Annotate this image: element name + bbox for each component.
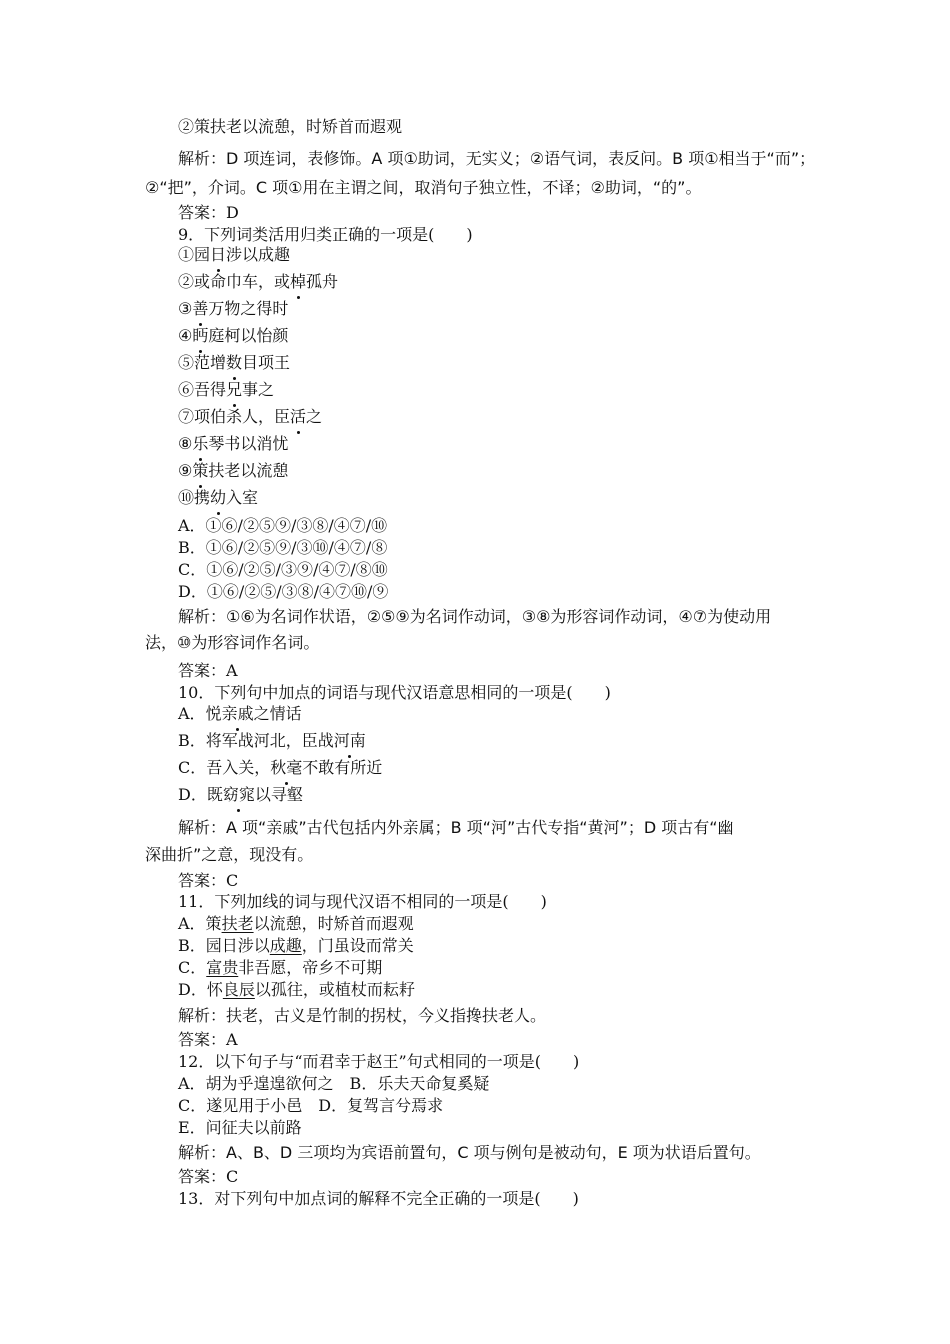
q11-option-a: A．策扶老以流憩，时矫首而遐观: [178, 914, 414, 933]
q10-option-d: D．既窈窕以寻壑: [178, 785, 303, 804]
underlined-word: 成趣: [269, 936, 302, 955]
q10-option-c: C．吾入关，秋毫不敢有所近: [178, 758, 383, 777]
emphasis-dot-word: 河南: [333, 731, 366, 750]
emphasis-dot-word: 日: [210, 245, 227, 264]
q8-answer: 答案：D: [178, 203, 239, 222]
emphasis-dot-word: 数: [226, 353, 243, 372]
emphasis-dot-word: 幼: [210, 488, 227, 507]
q9-item-3: ③善万物之得时: [178, 299, 289, 318]
q13-question: 13．对下列句中加点词的解释不完全正确的一项是( ): [178, 1189, 579, 1208]
q10-question: 10．下列句中加点的词语与现代汉语意思相同的一项是( ): [178, 683, 611, 702]
emphasis-dot-word: 亲戚: [221, 704, 254, 723]
q11-question: 11．下列加线的词与现代汉语不相同的一项是( ): [178, 892, 547, 911]
q10-option-b: B．将军战河北，臣战河南: [178, 731, 366, 750]
emphasis-dot-word: 秋毫: [270, 758, 303, 777]
q9-item-6: ⑥吾得兄事之: [178, 380, 275, 399]
q9-option-b: B．①⑥/②⑤⑨/③⑩/④⑦/⑧: [178, 538, 388, 557]
q10-analysis: 解析：A 项“亲戚”古代包括内外亲属；B 项“河”古代专指“黄河”；D 项古有“幽: [178, 818, 734, 837]
q9-item-1: ①园日涉以成趣: [178, 245, 291, 264]
q9-option-c: C．①⑥/②⑤/③⑨/④⑦/⑧⑩: [178, 560, 388, 579]
q12-analysis: 解析：A、B、D 三项均为宾语前置句，C 项与例句是被动句，E 项为状语后置句。: [178, 1143, 761, 1162]
q9-item-2: ②或命巾车，或棹孤舟: [178, 272, 339, 291]
q10-analysis-cont: 深曲折”之意，现没有。: [145, 845, 314, 864]
q9-item-7: ⑦项伯杀人，臣活之: [178, 407, 323, 426]
q9-item-9: ⑨策扶老以流憩: [178, 461, 289, 480]
emphasis-dot-word: 善: [192, 299, 209, 318]
q11-option-d: D．怀良辰以孤往，或植杖而耘耔: [178, 980, 415, 999]
q12-question: 12．以下句子与“而君幸于赵王”句式相同的一项是( ): [178, 1052, 580, 1071]
q8-option-2-text: ②策扶老以流憩，时矫首而遐观: [178, 117, 403, 136]
emphasis-dot-word: 活: [290, 407, 307, 426]
q11-answer: 答案：A: [178, 1030, 238, 1049]
q8-analysis: 解析：D 项连词，表修饰。A 项①助词，无实义；②语气词，表反问。B 项①相当于“而”；: [178, 149, 816, 168]
q12-options-ab: A．胡为乎遑遑欲何之 B．乐夫天命复奚疑: [178, 1074, 490, 1093]
emphasis-dot-word: 眄: [192, 326, 209, 345]
q10-answer: 答案：C: [178, 871, 239, 890]
q9-option-d: D．①⑥/②⑤/③⑧/④⑦⑩/⑨: [178, 582, 389, 601]
q9-answer: 答案：A: [178, 661, 238, 680]
emphasis-dot-word: 策: [192, 461, 209, 480]
emphasis-dot-word: 乐: [192, 434, 209, 453]
q9-item-8: ⑧乐琴书以消忧: [178, 434, 289, 453]
q11-analysis: 解析：扶老，古义是竹制的拐杖，今义指搀扶老人。: [178, 1006, 547, 1025]
q9-item-10: ⑩携幼入室: [178, 488, 259, 507]
emphasis-dot-word: 窈窕: [222, 785, 255, 804]
underlined-word: 良辰: [222, 980, 255, 999]
q9-question: 9．下列词类活用归类正确的一项是( ): [178, 225, 473, 244]
q12-answer: 答案：C: [178, 1167, 239, 1186]
q9-item-5: ⑤范增数目项王: [178, 353, 291, 372]
underlined-word: 扶老: [221, 914, 254, 933]
q10-option-a: A．悦亲戚之情话: [178, 704, 302, 723]
q12-option-e: E．问征夫以前路: [178, 1118, 302, 1137]
emphasis-dot-word: 兄: [226, 380, 243, 399]
q12-options-cd: C．遂见用于小邑 D．复驾言兮焉求: [178, 1096, 444, 1115]
q11-option-b: B．园日涉以成趣，门虽设而常关: [178, 936, 414, 955]
underlined-word: 富贵: [206, 958, 239, 977]
q9-option-a: A．①⑥/②⑤⑨/③⑧/④⑦/⑩: [178, 516, 388, 535]
q11-option-c: C．富贵非吾愿，帝乡不可期: [178, 958, 383, 977]
q9-analysis-cont: 法，⑩为形容词作名词。: [145, 633, 320, 652]
q8-analysis-cont: ②“把”，介词。C 项①用在主谓之间，取消句子独立性，不译；②助词，“的”。: [145, 178, 702, 197]
q9-analysis: 解析：①⑥为名词作状语，②⑤⑨为名词作动词，③⑧为形容词作动词，④⑦为使动用: [178, 607, 772, 626]
q9-item-4: ④眄庭柯以怡颜: [178, 326, 289, 345]
emphasis-dot-word: 棹: [290, 272, 307, 291]
